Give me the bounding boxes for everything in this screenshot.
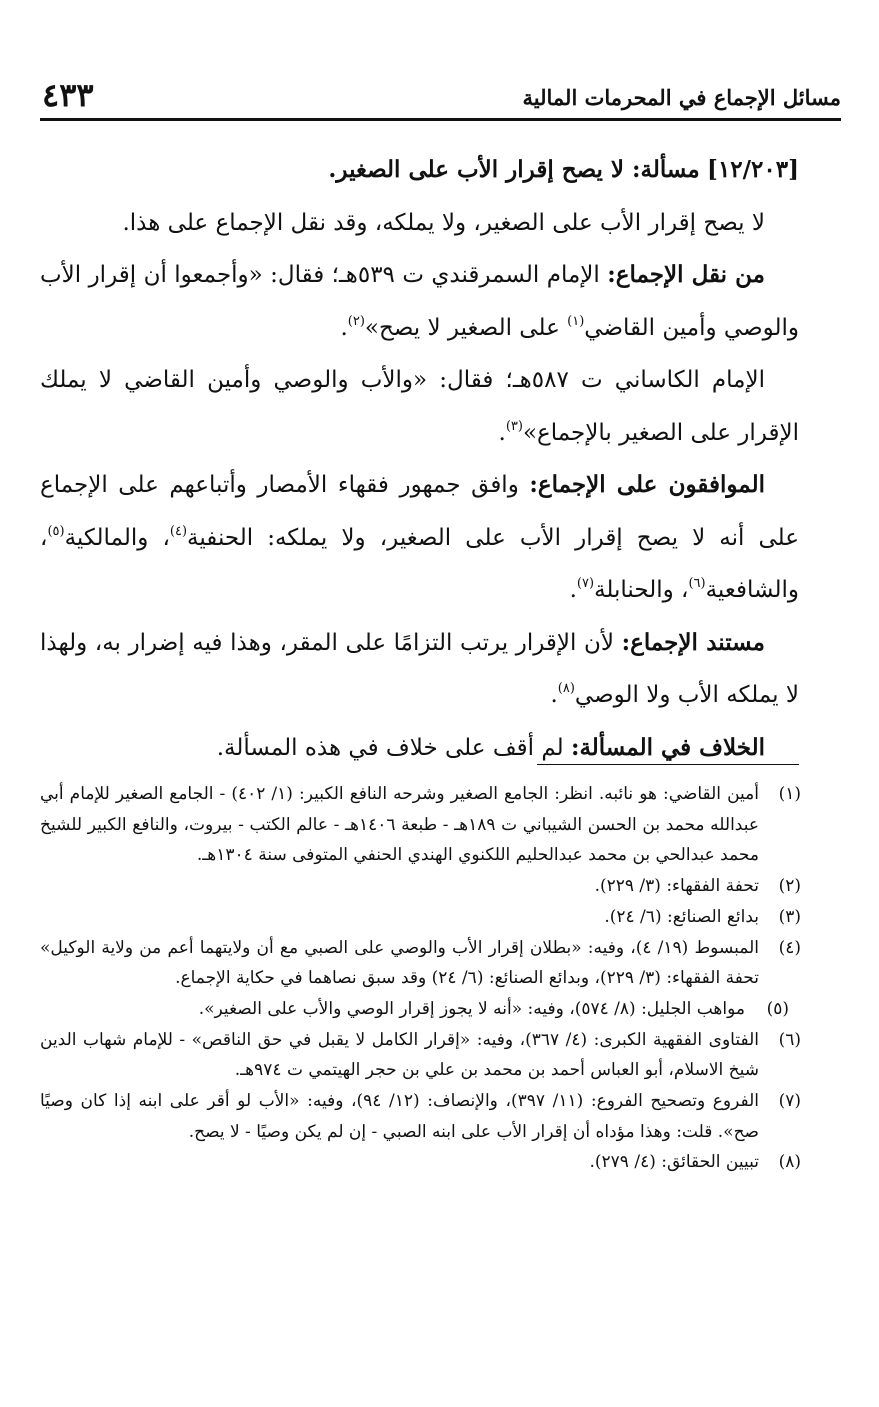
agreeing-end: .: [569, 577, 577, 603]
footnote-ref-4[interactable]: (٤): [169, 523, 188, 539]
basis-end: .: [550, 682, 558, 708]
footnote-number: (٢): [778, 876, 801, 897]
footnote-number: (٤): [778, 937, 801, 958]
footnote-text: مواهب الجليل: (٨/ ٥٧٤)، وفيه: «أنه لا يجوز إقرار الوصي والأب على الصغير».: [198, 998, 745, 1019]
footnote-ref-6[interactable]: (٦): [688, 576, 706, 591]
footnote-number: (٦): [778, 1029, 801, 1050]
footnote-number: (٣): [778, 906, 801, 927]
agreeing-text-d: ، والحنابلة: [594, 577, 689, 603]
paragraph-ruling: لا يصح إقرار الأب على الصغير، ولا يملكه، وقد نقل الإجماع على هذا.: [122, 209, 765, 236]
footnote-separator: [537, 764, 799, 765]
footnote-number: (٥): [766, 998, 789, 1019]
label-disagreement: الخلاف في المسألة:: [570, 733, 765, 761]
footnote-2: [40, 871, 801, 902]
page-header: [40, 66, 841, 121]
footnote-4: [40, 933, 801, 994]
footnote-text: بدائع الصنائع: (٦/ ٢٤).: [604, 906, 759, 927]
paragraph-basis: [40, 617, 799, 722]
footnote-8: [40, 1147, 801, 1178]
label-agreeing: الموافقون على الإجماع:: [529, 471, 766, 498]
running-title: مسائل الإجماع في المحرمات المالية: [522, 85, 841, 110]
kasani-text: الإمام الكاساني ت ٥٨٧هـ؛ فقال: «والأب والوصي وأمين القاضي لا يملك الإقرار على الصغير بالإجماع»: [40, 367, 799, 446]
page-number: ٤٣٣: [42, 76, 94, 114]
footnote-text: المبسوط (١٩/ ٤)، وفيه: «بطلان إقرار الأب والوصي على الصبي مع أن ولايتهما أعم من ولاية الوكيل» تحفة الفقهاء: (٣/ ٢٢٩)، وبدائع الصنائع: (٦/ ٢٤) وقد سبق نصاهما في حكاية الإجماع.: [40, 937, 759, 989]
footnote-1: [40, 779, 801, 871]
label-transmitters: من نقل الإجماع:: [607, 261, 765, 288]
footnote-ref-3[interactable]: (٣): [505, 418, 523, 434]
footnote-text: الفروع وتصحيح الفروع: (١١/ ٣٩٧)، والإنصاف: (١٢/ ٩٤)، وفيه: «الأب لو أقر على ابنه إذا كان وصيًا صح». قلت: وهذا مؤداه أن إقرار الأب على ابنه الصبي - إن لم يكن وصيًا - لا يصح.: [40, 1091, 759, 1142]
footnote-text: الفتاوى الفقهية الكبرى: (٤/ ٣٦٧)، وفيه: «إقرار الكامل لا يقبل في حق الناقص» - للإمام شهاب الدين شيخ الاسلام، أبو العباس أحمد بن محمد بن علي بن حجر الهيتمي ت ٩٧٤هـ.: [40, 1029, 759, 1081]
footnote-3: [40, 902, 801, 933]
issue-number: [١٢/٢٠٣]: [707, 156, 799, 183]
main-text: [40, 144, 799, 774]
footnote-text: أمين القاضي: هو نائبه. انظر: الجامع الصغير وشرحه النافع الكبير: (١/ ٤٠٢) - الجامع الصغير للإمام أبي عبدالله محمد بن الحسن الشيباني ت ١٨٩هـ - طبعة ١٤٠٦هـ - عالم الكتب - بيروت، والنافع الكبير للشيخ محمد عبدالحي بن محمد عبدالحليم اللكنوي الهندي الحنفي المتوفى سنة ١٣٠٤هـ.: [40, 784, 759, 866]
footnote-ref-2[interactable]: (٢): [347, 313, 365, 329]
paragraph-disagreement: [40, 722, 799, 775]
footnote-5: [40, 994, 801, 1025]
paragraph-transmitters: [40, 249, 799, 354]
agreeing-text-b: ، والمالكية: [64, 524, 170, 551]
issue-heading: [40, 144, 799, 197]
kasani-end: .: [498, 419, 506, 446]
issue-title: مسألة: لا يصح إقرار الأب على الصغير.: [328, 156, 700, 183]
transmitters-end: .: [340, 314, 348, 341]
paragraph-kasani: [40, 354, 799, 459]
label-basis: مستند الإجماع:: [621, 628, 765, 656]
footnote-7: [40, 1086, 801, 1147]
agreeing-text-c: ، والشافعية: [40, 524, 799, 603]
footnote-text: تبيين الحقائق: (٤/ ٢٧٩).: [589, 1152, 759, 1173]
basis-text: لأن الإقرار يرتب التزامًا على المقر، وهذا فيه إضرار به، ولهذا لا يملكه الأب ولا الوصي: [40, 629, 799, 708]
footnote-ref-5[interactable]: (٥): [47, 523, 65, 539]
agreeing-text-a: وافق جمهور فقهاء الأمصار وأتباعهم على الإجماع على أنه لا يصح إقرار الأب على الصغير، ولا يملكه: الحنفية: [40, 472, 799, 551]
footnote-text: تحفة الفقهاء: (٣/ ٢٢٩).: [594, 876, 759, 897]
footnote-number: (١): [778, 784, 801, 804]
footnote-ref-8[interactable]: (٨): [557, 681, 575, 696]
transmitters-text-a: الإمام السمرقندي ت ٥٣٩هـ؛ فقال: «وأجمعوا أن إقرار الأب والوصي وأمين القاضي: [40, 262, 799, 341]
footnote-number: (٧): [778, 1091, 801, 1112]
footnote-ref-7[interactable]: (٧): [576, 576, 595, 591]
footnotes: [40, 779, 801, 1178]
paragraph-agreeing: [40, 459, 799, 617]
footnote-6: [40, 1025, 801, 1086]
disagreement-text: لم أقف على خلاف في هذه المسألة.: [216, 734, 571, 761]
footnote-ref-1[interactable]: (١): [567, 313, 585, 329]
transmitters-text-b: على الصغير لا يصح»: [364, 314, 568, 341]
footnote-number: (٨): [778, 1152, 801, 1173]
